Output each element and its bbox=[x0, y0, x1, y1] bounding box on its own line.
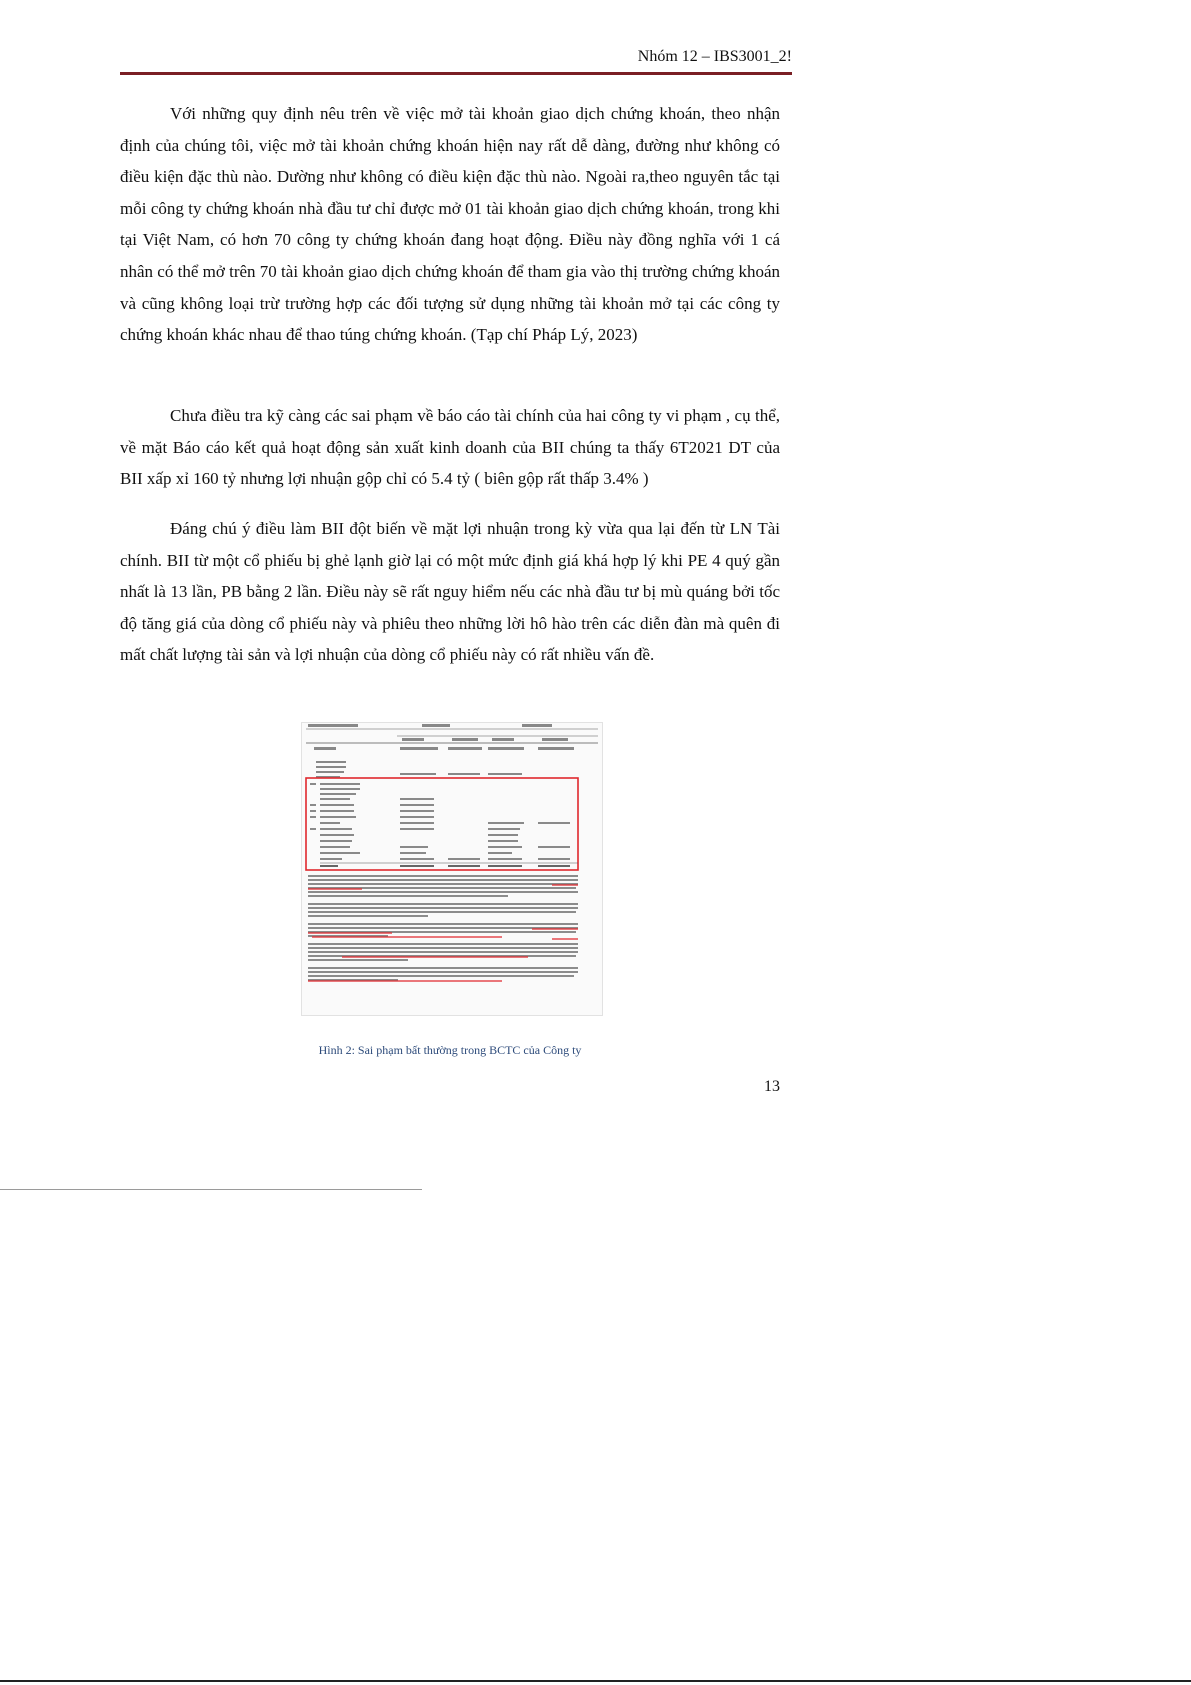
figure-caption: Hình 2: Sai phạm bất thường trong BCTC của Công ty bbox=[318, 1043, 582, 1057]
header-rule bbox=[120, 72, 792, 75]
statement-scan bbox=[302, 723, 602, 1015]
footnote-separator bbox=[0, 1189, 422, 1190]
page-number: 13 bbox=[764, 1078, 780, 1095]
paragraph-2: Chưa điều tra kỹ càng các sai phạm về báo cáo tài chính của hai công ty vi phạm , cụ thể, về mặt Báo cáo kết quả hoạt động sản xuất kinh doanh của BII chúng ta thấy 6T2021 DT của BII xấp xỉ 160 tỷ nhưng lợi nhuận gộp chỉ có 5.4 tỷ ( biên gộp rất thấp 3.4% ) bbox=[120, 406, 780, 489]
paragraph-3: Đáng chú ý điều làm BII đột biến về mặt lợi nhuận trong kỳ vừa qua lại đến từ LN Tài chính. BII từ một cổ phiếu bị ghẻ lạnh giờ lại có một mức định giá khá hợp lý khi PE 4 quý gần nhất là 13 lần, PB bằng 2 lần. Điều này sẽ rất nguy hiểm nếu các nhà đầu tư bị mù quáng bởi tốc độ tăng giá của dòng cổ phiếu này và phiêu theo những lời hô hào trên các diễn đàn mà quên đi mất chất lượng tài sản và lợi nhuận của dòng cổ phiếu này có rất nhiều vấn đề. bbox=[120, 519, 780, 665]
financial-statement-image bbox=[301, 722, 603, 1016]
page-header bbox=[120, 46, 792, 74]
page-bottom-rule bbox=[0, 1680, 1191, 1682]
header-text: Nhóm 12 – IBS3001_2! bbox=[637, 48, 792, 65]
paragraph-1: Với những quy định nêu trên về việc mở tài khoản giao dịch chứng khoán, theo nhận định của chúng tôi, việc mở tài khoản chứng khoán hiện nay rất dễ dàng, đường như không có điều kiện đặc thù nào. Dường như không có điều kiện đặc thù nào. Ngoài ra,theo nguyên tắc tại mỗi công ty chứng khoán nhà đầu tư chỉ được mở 01 tài khoản giao dịch chứng khoán, trong khi tại Việt Nam, có hơn 70 công ty chứng khoán đang hoạt động. Điều này đồng nghĩa với 1 cá nhân có thể mở trên 70 tài khoản giao dịch chứng khoán để tham gia vào thị trường chứng khoán và cũng không loại trừ trường hợp các đối tượng sử dụng những tài khoản mở tại các công ty chứng khoán khác nhau để thao túng chứng khoán. (Tạp chí Pháp Lý, 2023) bbox=[120, 104, 780, 345]
